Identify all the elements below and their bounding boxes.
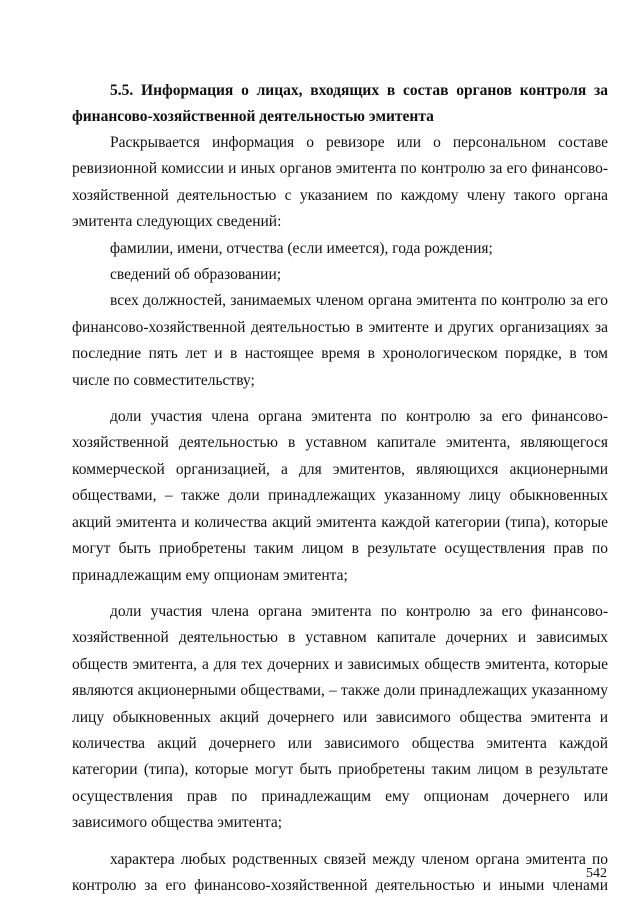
paragraph-education: сведений об образовании; — [110, 266, 282, 284]
section-heading — [72, 78, 608, 130]
section-heading-line-1: 5.5. Информация о лицах, входящих в состав органов контроля за — [110, 82, 608, 99]
paragraph-positions: всех должностей, занимаемых членом органа эмитента по контролю за его финансово-хозяйственной деятельностью в эмитенте и других организациях за последние пять лет и в настоящее время в хронологическом порядке, в том числе по совместительству; — [72, 292, 608, 389]
paragraph-names: фамилии, имени, отчества (если имеется), года рождения; — [110, 239, 493, 257]
paragraph-intro: Раскрывается информация о ревизоре или о персональном составе ревизионной комиссии и иных органов эмитента по контролю за его финансово-хозяйственной деятельностью с указанием по каждому члену такого органа эмитента следующих сведений: — [72, 134, 608, 231]
page-number: 542 — [586, 866, 607, 881]
section-heading-line-2: финансово-хозяйственной деятельностью эмитента — [72, 108, 434, 125]
paragraph-issuer-share: доли участия члена органа эмитента по контролю за его финансово-хозяйственной деятельностью в уставном капитале эмитента, являющегося коммерческой организацией, а для эмитентов, являющихся акционерными обществами, – также доли принадлежащих указанному лицу обыкновенных акций эмитента и количества акций эмитента каждой категории (типа), которые могут быть приобретены таким лицом в результате осуществления прав по принадлежащим ему опционам эмитента; — [72, 408, 608, 584]
paragraph-subsidiary-share: доли участия члена органа эмитента по контролю за его финансово-хозяйственной деятельностью в уставном капитале дочерних и зависимых обществ эмитента, а для тех дочерних и зависимых обществ эмитента, которые являются акционерными обществами, – также доли принадлежащих указанному лицу обыкновенных акций дочернего или зависимого общества эмитента и количества акций дочернего или зависимого общества эмитента каждой категории (типа), которые могут быть приобретены таким лицом в результате осуществления прав по принадлежащим ему опционам дочернего или зависимого общества эмитента; — [72, 602, 608, 832]
paragraph-family-relations: характера любых родственных связей между членом органа эмитента по контролю за его финансово-хозяйственной деятельностью и иными членами — [72, 850, 608, 894]
page-content — [72, 78, 608, 899]
